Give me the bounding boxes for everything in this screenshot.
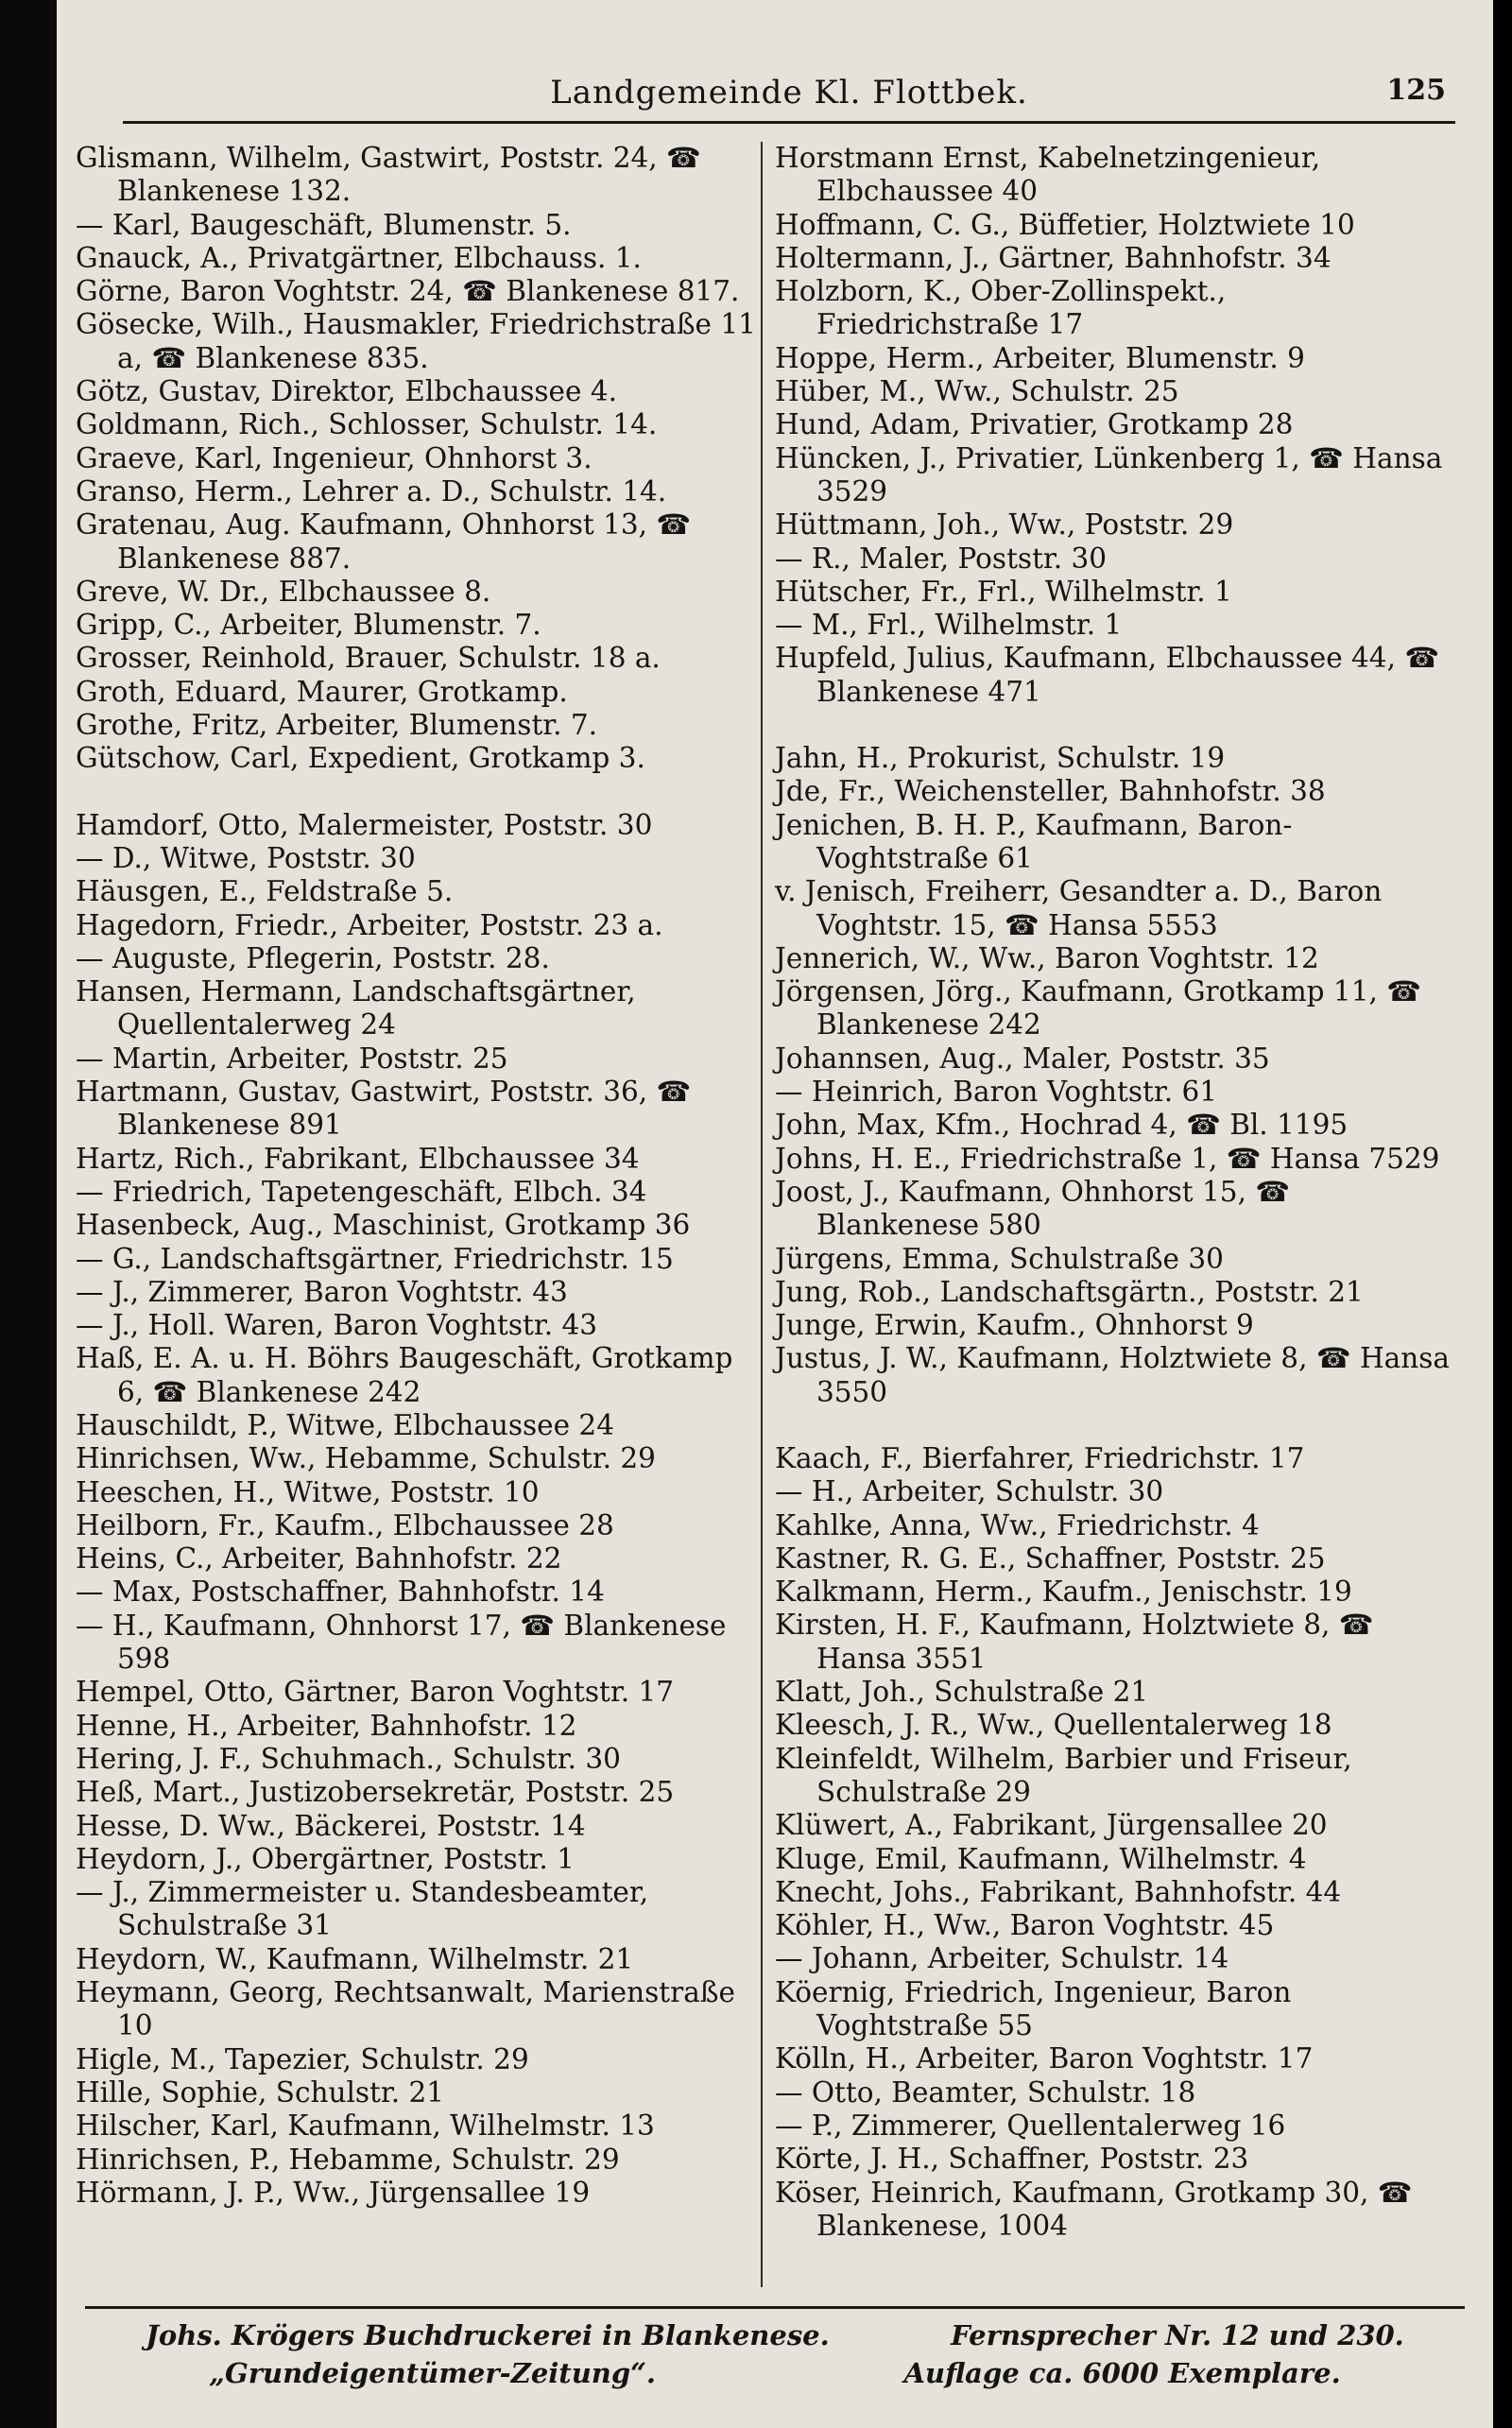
directory-entry: Hartz, Rich., Fabrikant, Elbchaussee 34 [76,1142,640,1175]
directory-entry: Kleinfeldt, Wilhelm, Barbier und Friseur, Schulstraße 29 [775,1742,1352,1808]
directory-entry: Hasenbeck, Aug., Maschinist, Grotkamp 36 [76,1209,691,1242]
directory-entry: — Martin, Arbeiter, Poststr. 25 [76,1042,508,1075]
directory-entry: Hoppe, Herm., Arbeiter, Blumenstr. 9 [775,341,1305,374]
directory-entry: Hinrichsen, Ww., Hebamme, Schulstr. 29 [76,1442,656,1475]
directory-entry: Hesse, D. Ww., Bäckerei, Poststr. 14 [76,1809,586,1842]
directory-entry: Gütschow, Carl, Expedient, Grotkamp 3. [76,742,645,775]
directory-entry: — D., Witwe, Poststr. 30 [76,841,416,874]
directory-entry: Hansen, Hermann, Landschaftsgärtner, Quellentalerweg 24 [76,975,636,1042]
directory-entry: Hilscher, Karl, Kaufmann, Wilhelmstr. 13 [76,2109,655,2143]
printer-name: Johs. Krögers Buchdruckerei in Blankenese. [146,2319,830,2351]
directory-entry: Hütscher, Fr., Frl., Wilhelmstr. 1 [775,575,1232,608]
directory-entry: — Heinrich, Baron Voghtstr. 61 [775,1076,1218,1109]
printer-footer [85,2306,1465,2392]
directory-entry: Hartmann, Gustav, Gastwirt, Poststr. 36, ☎ Blankenese 891 [76,1076,692,1142]
right-column [775,142,1455,2243]
directory-entry: Hoffmann, C. G., Büffetier, Holztwiete 10 [775,208,1355,241]
directory-entry: Hund, Adam, Privatier, Grotkamp 28 [775,408,1294,441]
directory-entry: Heeschen, H., Witwe, Poststr. 10 [76,1475,540,1508]
directory-entry: Häusgen, E., Feldstraße 5. [76,875,454,908]
directory-entry: Henne, H., Arbeiter, Bahnhofstr. 12 [76,1709,577,1742]
directory-entry: — Auguste, Pflegerin, Poststr. 28. [76,941,550,974]
directory-entry: Hupfeld, Julius, Kaufmann, Elbchaussee 44, ☎ Blankenese 471 [775,642,1440,708]
directory-entry: Kastner, R. G. E., Schaffner, Poststr. 25 [775,1541,1326,1575]
directory-entry: Köser, Heinrich, Kaufmann, Grotkamp 30, ☎ Blankenese, 1004 [775,2176,1413,2242]
section-gap [775,1409,1455,1442]
section-gap [775,709,1455,742]
section-gap [76,776,756,809]
directory-entry: Kleesch, J. R., Ww., Quellentalerweg 18 [775,1709,1332,1742]
directory-entry: Köhler, H., Ww., Baron Voghtstr. 45 [775,1909,1275,1942]
directory-entry: Klatt, Joh., Schulstraße 21 [775,1676,1149,1709]
directory-entry: — Friedrich, Tapetengeschäft, Elbch. 34 [76,1175,647,1208]
directory-entry: Hamdorf, Otto, Malermeister, Poststr. 30 [76,808,653,841]
directory-entry: Kölln, H., Arbeiter, Baron Voghtstr. 17 [775,2042,1314,2075]
directory-columns [76,142,1484,2297]
directory-entry: Gripp, C., Arbeiter, Blumenstr. 7. [76,609,541,642]
column-divider [761,142,763,2287]
directory-entry: Heilborn, Fr., Kaufm., Elbchaussee 28 [76,1508,614,1541]
directory-entry: — H., Arbeiter, Schulstr. 30 [775,1475,1164,1508]
directory-entry: — R., Maler, Poststr. 30 [775,542,1108,575]
book-spine-edge [0,0,57,2428]
directory-entry: — Karl, Baugeschäft, Blumenstr. 5. [76,208,572,241]
directory-entry: — Max, Postschaffner, Bahnhofstr. 14 [76,1576,605,1609]
directory-entry: Horstmann Ernst, Kabelnetzingenieur, Elbchaussee 40 [775,142,1321,208]
directory-entry: Hempel, Otto, Gärtner, Baron Voghtstr. 17 [76,1676,675,1709]
directory-entry: Graeve, Karl, Ingenieur, Ohnhorst 3. [76,441,593,474]
directory-entry: Gösecke, Wilh., Hausmakler, Friedrichstraße 11 a, ☎ Blankenese 835. [76,308,756,374]
directory-entry: Knecht, Johs., Fabrikant, Bahnhofstr. 44 [775,1875,1342,1908]
directory-entry: — H., Kaufmann, Ohnhorst 17, ☎ Blankenese 598 [76,1609,727,1676]
directory-entry: Hörmann, J. P., Ww., Jürgensallee 19 [76,2176,591,2209]
directory-entry: Köernig, Friedrich, Ingenieur, Baron Voghtstraße 55 [775,1975,1292,2042]
directory-entry: Klüwert, A., Fabrikant, Jürgensallee 20 [775,1809,1328,1842]
directory-entry: Kaach, F., Bierfahrer, Friedrichstr. 17 [775,1441,1305,1474]
directory-entry: Greve, W. Dr., Elbchaussee 8. [76,575,491,608]
directory-entry: Jennerich, W., Ww., Baron Voghtstr. 12 [775,941,1319,974]
directory-entry: Groth, Eduard, Maurer, Grotkamp. [76,675,568,708]
directory-entry: — M., Frl., Wilhelmstr. 1 [775,609,1123,642]
directory-entry: Hüncken, J., Privatier, Lünkenberg 1, ☎ Hansa 3529 [775,441,1443,508]
circulation: Auflage ca. 6000 Exemplare. [903,2357,1341,2389]
directory-entry: Heymann, Georg, Rechtsanwalt, Marienstraße 10 [76,1976,735,2042]
directory-entry: Joost, J., Kaufmann, Ohnhorst 15, ☎ Blankenese 580 [775,1175,1291,1242]
directory-entry: — Johann, Arbeiter, Schulstr. 14 [775,1942,1229,1975]
directory-entry: Heins, C., Arbeiter, Bahnhofstr. 22 [76,1542,562,1576]
footer-line-2 [85,2354,1465,2392]
directory-entry: Kalkmann, Herm., Kaufm., Jenischstr. 19 [775,1576,1352,1609]
directory-entry: Jung, Rob., Landschaftsgärtn., Poststr. 21 [775,1275,1364,1308]
directory-entry: Heydorn, W., Kaufmann, Wilhelmstr. 21 [76,1942,634,1975]
directory-entry: Hagedorn, Friedr., Arbeiter, Poststr. 23 a. [76,908,663,941]
directory-entry: Johannsen, Aug., Maler, Poststr. 35 [775,1042,1270,1075]
directory-entry: Haß, E. A. u. H. Böhrs Baugeschäft, Grotkamp 6, ☎ Blankenese 242 [76,1342,733,1408]
footer-line-1 [85,2316,1465,2354]
page-number: 125 [1386,74,1446,107]
directory-entry: Grothe, Fritz, Arbeiter, Blumenstr. 7. [76,709,598,742]
newspaper-name: „Grundeigentümer-Zeitung“. [209,2357,656,2389]
directory-entry: Justus, J. W., Kaufmann, Holztwiete 8, ☎ Hansa 3550 [775,1342,1450,1408]
directory-entry: Goldmann, Rich., Schlosser, Schulstr. 14. [76,408,658,441]
directory-entry: Görne, Baron Voghtstr. 24, ☎ Blankenese 817. [76,275,740,308]
directory-entry: Gratenau, Aug. Kaufmann, Ohnhorst 13, ☎ Blankenese 887. [76,508,692,575]
directory-entry: Gnauck, A., Privatgärtner, Elbchauss. 1. [76,241,642,274]
directory-entry: Körte, J. H., Schaffner, Poststr. 23 [775,2143,1249,2176]
directory-entry: Kirsten, H. F., Kaufmann, Holztwiete 8, ☎ Hansa 3551 [775,1609,1374,1675]
directory-entry: Jde, Fr., Weichensteller, Bahnhofstr. 38 [775,775,1326,808]
directory-entry: Kluge, Emil, Kaufmann, Wilhelmstr. 4 [775,1842,1307,1875]
directory-entry: Hauschildt, P., Witwe, Elbchaussee 24 [76,1408,614,1441]
directory-entry: — J., Zimmermeister u. Standesbeamter, Schulstraße 31 [76,1876,649,1942]
directory-entry: — J., Holl. Waren, Baron Voghtstr. 43 [76,1309,598,1342]
directory-entry: Hering, J. F., Schuhmach., Schulstr. 30 [76,1742,621,1775]
directory-entry: — G., Landschaftsgärtner, Friedrichstr. 15 [76,1242,674,1275]
directory-entry: Grosser, Reinhold, Brauer, Schulstr. 18 a. [76,642,661,675]
directory-entry: Kahlke, Anna, Ww., Friedrichstr. 4 [775,1508,1260,1541]
left-column [76,142,756,2210]
directory-entry: Götz, Gustav, Direktor, Elbchaussee 4. [76,375,617,408]
directory-entry: Johns, H. E., Friedrichstraße 1, ☎ Hansa 7529 [775,1142,1440,1175]
page-header [123,74,1455,124]
directory-entry: Glismann, Wilhelm, Gastwirt, Poststr. 24, ☎ Blankenese 132. [76,142,701,208]
directory-entry: Hille, Sophie, Schulstr. 21 [76,2075,445,2109]
directory-entry: Granso, Herm., Lehrer a. D., Schulstr. 14. [76,474,667,508]
directory-entry: Junge, Erwin, Kaufm., Ohnhorst 9 [775,1309,1254,1342]
directory-entry: — J., Zimmerer, Baron Voghtstr. 43 [76,1275,568,1308]
directory-entry: Hüttmann, Joh., Ww., Poststr. 29 [775,508,1234,542]
directory-entry: Holzborn, K., Ober-Zollinspekt., Friedrichstraße 17 [775,275,1227,341]
directory-entry: Jenichen, B. H. P., Kaufmann, Baron-Voghtstraße 61 [775,808,1293,874]
directory-entry: Hinrichsen, P., Hebamme, Schulstr. 29 [76,2143,620,2176]
directory-entry: Higle, M., Tapezier, Schulstr. 29 [76,2042,529,2075]
directory-entry: John, Max, Kfm., Hochrad 4, ☎ Bl. 1195 [775,1109,1349,1142]
directory-entry: Jörgensen, Jörg., Kaufmann, Grotkamp 11, ☎ Blankenese 242 [775,975,1421,1042]
directory-entry: Jürgens, Emma, Schulstraße 30 [775,1242,1224,1275]
directory-entry: Jahn, H., Prokurist, Schulstr. 19 [775,742,1226,775]
directory-entry: Holtermann, J., Gärtner, Bahnhofstr. 34 [775,241,1332,274]
directory-entry: v. Jenisch, Freiherr, Gesandter a. D., Baron Voghtstr. 15, ☎ Hansa 5553 [775,875,1383,941]
directory-entry: Heydorn, J., Obergärtner, Poststr. 1 [76,1842,575,1875]
directory-entry: — Otto, Beamter, Schulstr. 18 [775,2075,1196,2109]
printer-phone: Fernsprecher Nr. 12 und 230. [951,2319,1404,2351]
page-title: Landgemeinde Kl. Flottbek. [550,74,1028,112]
directory-entry: Hüber, M., Ww., Schulstr. 25 [775,375,1179,408]
directory-page [57,0,1493,2428]
directory-entry: — P., Zimmerer, Quellentalerweg 16 [775,2109,1286,2142]
directory-entry: Heß, Mart., Justizobersekretär, Poststr. 25 [76,1776,675,1809]
